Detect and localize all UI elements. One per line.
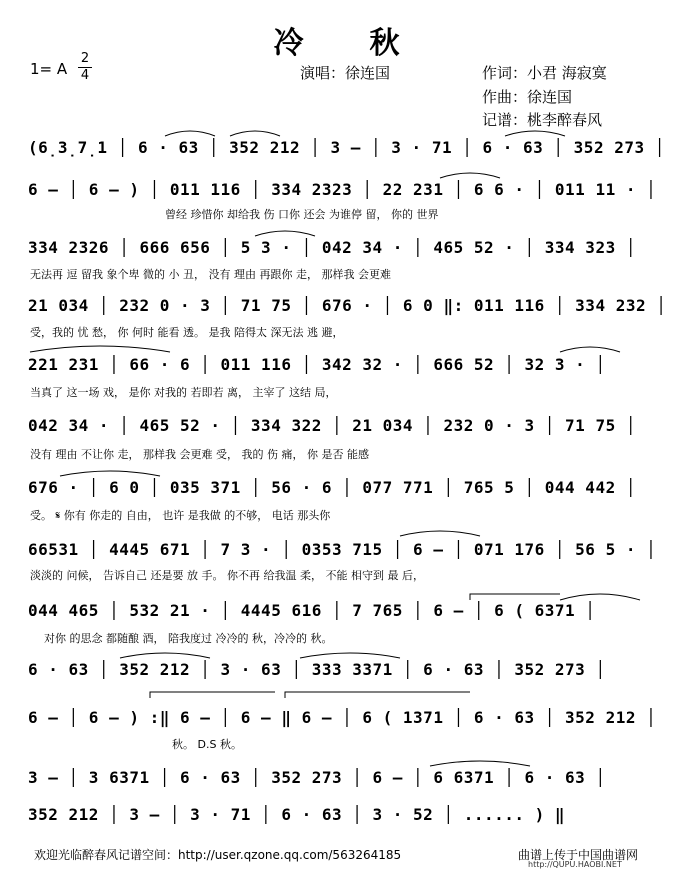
lyricist-credit: 作词：小君 海寂寞: [482, 64, 607, 82]
footer-site: 曲谱上传于中国曲谱网: [518, 848, 639, 862]
staff-line: 6 – │ 6 – ) :‖ 6 – │ 6 – ‖ 6 – │ 6 ( 1371 │ 6 · 63 │ 352 212 │: [28, 708, 657, 727]
song-title: 冷 秋: [273, 26, 402, 61]
transcriber-credit: 记谱：桃李醉春风: [482, 111, 603, 129]
lyric-line: 秋。 D.S 秋。: [172, 738, 242, 751]
composer-credit: 作曲：徐连国: [482, 88, 573, 106]
staff-line: 6 · 63 │ 352 212 │ 3 · 63 │ 333 3371 │ 6 · 63 │ 352 273 │: [28, 660, 606, 679]
lyric-line: 没有 理由 不让你 走， 那样我 会更难 受， 我的 伤 痛， 你 是否 能感: [30, 448, 369, 461]
lyric-line: 曾经 珍惜你 却给我 伤 口你 还会 为谁停 留， 你的 世界: [165, 208, 439, 221]
staff-line: 66531 │ 4445 671 │ 7 3 · │ 0353 715 │ 6 – │ 071 176 │ 56 5 · │: [28, 540, 657, 559]
time-bottom: 4: [80, 68, 90, 83]
staff-line: 21 034 │ 232 0 · 3 │ 71 75 │ 676 · │ 6 0 ‖: 011 116 │ 334 232 │: [28, 296, 667, 315]
lyric-line: 淡淡的 问候， 告诉自己 还是要 放 手。 你不再 给我温 柔， 不能 相守到 最 后，: [30, 569, 424, 582]
staff-line: 676 · │ 6 0 │ 035 371 │ 56 · 6 │ 077 771 │ 765 5 │ 044 442 │: [28, 478, 636, 497]
lyric-line: 无法再 逗 留我 象个卑 微的 小 丑， 没有 理由 再跟你 走， 那样我 会更难: [30, 268, 391, 281]
staff-line: 334 2326 │ 666 656 │ 5 3 · │ 042 34 · │ 465 52 · │ 334 323 │: [28, 238, 636, 257]
singer-credit: 演唱：徐连国: [300, 64, 391, 82]
staff-line: 044 465 │ 532 21 · │ 4445 616 │ 7 765 │ 6 – │ 6 ( 6371 │: [28, 601, 596, 620]
staff-line: 3 – │ 3 6371 │ 6 · 63 │ 352 273 │ 6 – │ 6 6371 │ 6 · 63 │: [28, 768, 606, 787]
staff-line: 6 – │ 6 – ) │ 011 116 │ 334 2323 │ 22 231 │ 6 6 · │ 011 11 · │: [28, 180, 657, 199]
time-top: 2: [80, 51, 90, 66]
staff-line: 352 212 │ 3 – │ 3 · 71 │ 6 · 63 │ 3 · 52 │ ...... ) ‖: [28, 805, 566, 824]
footer-credit: 欢迎光临醉春风记谱空间：http://user.qzone.qq.com/563264185: [34, 848, 402, 862]
lyric-line: 当真了 这一场 戏， 是你 对我的 若即若 离， 主宰了 这结 局，: [30, 386, 337, 399]
key-signature: 1= A: [30, 60, 68, 78]
staff-line: (6̣3̣7̣1 │ 6 · 63 │ 352 212 │ 3 – │ 3 · 71 │ 6 · 63 │ 352 273 │: [28, 138, 665, 157]
lyric-line: 受。 𝄋 你有 你走的 自由， 也许 是我做 的不够， 电话 那头你: [30, 509, 331, 522]
lyric-line: 对你 的思念 都随酿 酒， 陪我度过 冷冷的 秋，冷冷的 秋。: [44, 632, 333, 645]
footer-url: http://QUPU.HAOBI.NET: [528, 860, 622, 869]
staff-line: 221 231 │ 66 · 6 │ 011 116 │ 342 32 · │ 666 52 │ 32 3 · │: [28, 355, 606, 374]
staff-line: 042 34 · │ 465 52 · │ 334 322 │ 21 034 │ 232 0 · 3 │ 71 75 │: [28, 416, 636, 435]
lyric-line: 受，我的 忧 愁， 你 何时 能看 透。 是我 陪得太 深无法 逃 避，: [30, 326, 344, 339]
